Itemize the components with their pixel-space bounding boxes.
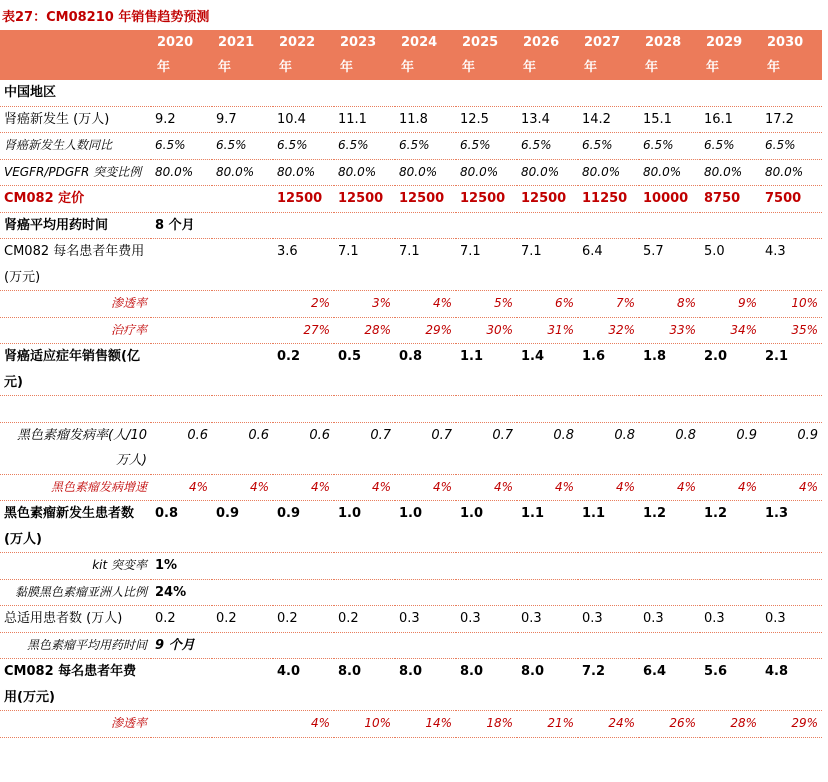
cell-2027: 1.1 [582,506,606,521]
cell-2030: 0.9 [797,427,818,443]
cell-2028: 4% [676,479,696,494]
cell-2027: 0.8 [614,427,635,443]
cell-2026: 1.1 [521,506,545,521]
cell-2027: 0.3 [582,611,603,626]
cell-2030: 6.5% [765,138,796,152]
cell-2022 [273,579,334,606]
cell-2022: 4.0 [277,664,301,679]
year-suffix: 年 [706,60,720,75]
cell-2027: 1.6 [582,349,606,364]
cell-2022 [273,80,334,106]
year-label: 2026 [523,35,560,50]
cell-2027: 6.4 [582,244,603,259]
cell-2021: 80.0% [216,164,255,179]
row-label: kit 突变率 [92,558,147,572]
cell-2028: 1.2 [643,506,667,521]
sales-forecast-table [0,30,822,738]
cell-2023: 28% [364,322,391,337]
cell-2028: 8% [676,296,696,310]
cell-2023: 12500 [338,191,384,206]
cell-2029: 5.6 [704,664,728,679]
cell-2025 [456,579,517,606]
cell-2025: 1.0 [460,506,484,521]
cell-2029: 6.5% [704,138,735,152]
row-label: CM082 每名患者年费用(万元) [4,244,145,285]
cell-2023 [334,632,395,659]
cell-2030: 4.8 [765,664,789,679]
cell-2026 [517,579,578,606]
cell-2020: 24% [155,584,187,600]
cell-2029: 8750 [704,191,741,206]
year-label: 2029 [706,35,743,50]
cell-2029: 0.3 [704,611,725,626]
cell-2028: 0.3 [643,611,664,626]
year-suffix: 年 [523,60,537,75]
row-label: 总适用患者数 (万人) [4,611,123,626]
cell-2028: 33% [669,322,696,337]
cell-2030: 4% [798,479,818,494]
cell-2029: 28% [730,716,757,730]
cell-2020: 4% [188,479,208,494]
row-label: 肾癌新发生人数同比 [4,138,113,152]
cell-2026 [517,632,578,659]
cell-2024: 0.8 [399,349,423,364]
cell-2026: 6% [554,296,574,310]
cell-2025: 7.1 [460,244,481,259]
cell-2021 [212,396,273,423]
cell-2022 [273,553,334,580]
cell-2026 [517,396,578,423]
cell-2025 [456,80,517,106]
cell-2028: 26% [669,716,696,730]
cell-2029 [700,632,761,659]
cell-2026: 7.1 [521,244,542,259]
cell-2022: 0.2 [277,349,301,364]
year-suffix: 年 [767,60,781,75]
cell-2030 [761,396,822,423]
header-year-2023 [334,30,395,80]
cell-2025: 12.5 [460,111,489,127]
cell-2027 [578,553,639,580]
cell-2029: 34% [730,322,757,337]
table-row [0,159,822,186]
cell-2027: 4% [615,479,635,494]
cell-2030 [761,579,822,606]
cell-2027: 7% [615,296,635,310]
cell-2022: 0.9 [277,506,301,521]
cell-2020: 80.0% [155,164,194,179]
cell-2025: 80.0% [460,164,499,179]
row-label: VEGFR/PDGFR 突变比例 [4,164,142,179]
cell-2030 [761,553,822,580]
year-label: 2024 [401,35,438,50]
cell-2025: 4% [493,479,513,494]
cell-2020: 8 个月 [155,217,195,233]
cell-2023: 0.5 [338,349,362,364]
year-label: 2027 [584,35,621,50]
cell-2021 [212,553,273,580]
row-label: 黑色素瘤发病增速 [50,479,147,494]
cell-2028: 10000 [643,191,689,206]
cell-2029: 2.0 [704,349,728,364]
cell-2021 [212,659,273,711]
table-row [0,422,822,474]
cell-2024 [395,212,456,239]
cell-2029: 1.2 [704,506,728,521]
cell-2024: 1.0 [399,506,423,521]
row-label: 黑色素瘤新发生患者数(万人) [4,506,135,547]
cell-2022: 80.0% [277,164,316,179]
cell-2030: 29% [791,716,818,730]
cell-2021 [212,632,273,659]
cell-2023: 1.0 [338,506,362,521]
table-row [0,186,822,213]
cell-2020 [151,317,212,344]
row-label: CM082 定价 [4,191,85,206]
cell-2022: 4% [310,479,330,494]
cell-2020: 9.2 [155,111,176,127]
cell-2022: 0.2 [277,611,298,626]
cell-2027 [578,212,639,239]
cell-2024: 80.0% [399,164,438,179]
table-row [0,239,822,291]
table-row [0,501,822,553]
cell-2022: 10.4 [277,111,306,127]
cell-2023: 0.2 [338,611,359,626]
cell-2029 [700,553,761,580]
cell-2020 [151,711,212,738]
cell-2020: 0.2 [155,611,176,626]
cell-2024: 12500 [399,191,445,206]
cell-2024 [395,632,456,659]
year-label: 2021 [218,35,255,50]
cell-2026: 13.4 [521,111,550,127]
cell-2026: 12500 [521,191,567,206]
cell-2021: 0.9 [216,506,240,521]
cell-2020 [151,80,212,106]
cell-2022: 0.6 [309,427,330,443]
year-suffix: 年 [584,60,598,75]
cell-2026: 21% [547,716,574,730]
cell-2022: 4% [310,716,330,730]
table-row [0,659,822,711]
cell-2030: 4.3 [765,244,786,259]
year-label: 2023 [340,35,377,50]
cell-2026: 1.4 [521,349,545,364]
table-row [0,80,822,106]
cell-2028: 15.1 [643,111,672,127]
cell-2028: 1.8 [643,349,667,364]
header-year-2027 [578,30,639,80]
year-suffix: 年 [645,60,659,75]
cell-2030: 0.3 [765,611,786,626]
cell-2023: 6.5% [338,138,369,152]
row-label: 肾癌平均用药时间 [4,217,109,233]
cell-2028: 6.5% [643,138,674,152]
year-suffix: 年 [157,60,171,75]
cell-2021: 4% [249,479,269,494]
cell-2024 [395,396,456,423]
cell-2029 [700,212,761,239]
table-row [0,344,822,396]
cell-2022: 12500 [277,191,323,206]
cell-2025 [456,632,517,659]
table-row [0,711,822,738]
header-year-2022 [273,30,334,80]
cell-2029: 16.1 [704,111,733,127]
cell-2020: 0.8 [155,506,179,521]
cell-2021 [212,239,273,291]
cell-2020 [151,239,212,291]
cell-2028: 0.8 [675,427,696,443]
table-row [0,474,822,501]
cell-2021 [212,80,273,106]
cell-2024: 6.5% [399,138,430,152]
table-row [0,291,822,318]
table-row [0,579,822,606]
cell-2023: 10% [364,716,391,730]
cell-2030: 10% [791,296,818,310]
cell-2024 [395,579,456,606]
cell-2022: 27% [303,322,330,337]
cell-2028: 5.7 [643,244,664,259]
cell-2028 [639,632,700,659]
table-title: 表27：CM08210 年销售趋势预测 [2,10,210,25]
year-label: 2030 [767,35,804,50]
cell-2027 [578,80,639,106]
cell-2024 [395,80,456,106]
table-row [0,606,822,633]
cell-2021: 6.5% [216,138,247,152]
cell-2026: 4% [554,479,574,494]
cell-2025: 8.0 [460,664,484,679]
cell-2029: 9% [737,296,757,310]
cell-2025: 0.3 [460,611,481,626]
cell-2021 [212,317,273,344]
cell-2028: 80.0% [643,164,682,179]
cell-2020 [151,344,212,396]
cell-2023: 0.7 [370,427,391,443]
cell-2021 [212,579,273,606]
cell-2024: 0.7 [431,427,452,443]
cell-2025: 30% [486,322,513,337]
row-label: CM082 每名患者年费用(万元) [4,664,137,705]
cell-2025: 18% [486,716,513,730]
cell-2025: 5% [493,296,513,310]
row-label: 黑色素瘤平均用药时间 [26,637,147,652]
header-year-2020 [151,30,212,80]
cell-2028 [639,553,700,580]
header-year-2024 [395,30,456,80]
cell-2029: 80.0% [704,164,743,179]
row-label: 肾癌新发生 (万人) [4,111,110,127]
cell-2028 [639,396,700,423]
year-suffix: 年 [401,60,415,75]
cell-2029: 4% [737,479,757,494]
cell-2023 [334,212,395,239]
cell-2026: 0.8 [553,427,574,443]
cell-2025: 0.7 [492,427,513,443]
cell-2027 [578,579,639,606]
row-label: 中国地区 [4,85,57,100]
cell-2026: 0.3 [521,611,542,626]
table-row [0,553,822,580]
cell-2030: 35% [791,322,818,337]
row-label: 治疗率 [110,322,147,337]
cell-2026 [517,212,578,239]
cell-2026: 6.5% [521,138,552,152]
header-year-2030 [761,30,822,80]
cell-2021 [212,711,273,738]
cell-2028: 6.4 [643,664,667,679]
header-row [0,30,822,80]
cell-2030: 17.2 [765,111,794,127]
cell-2020: 6.5% [155,138,186,152]
cell-2020: 1% [155,558,178,573]
cell-2030 [761,632,822,659]
cell-2022 [273,212,334,239]
row-label: 渗透率 [110,716,147,730]
header-year-2021 [212,30,273,80]
cell-2026 [517,80,578,106]
cell-2030 [761,212,822,239]
cell-2023: 7.1 [338,244,359,259]
cell-2022 [273,632,334,659]
cell-2021 [212,186,273,213]
table-row [0,106,822,133]
year-label: 2025 [462,35,499,50]
cell-2030: 80.0% [765,164,804,179]
cell-2027: 32% [608,322,635,337]
cell-2021: 0.2 [216,611,237,626]
year-suffix: 年 [218,60,232,75]
header-corner [0,30,151,80]
table-row [0,212,822,239]
cell-2026 [517,553,578,580]
cell-2020 [151,291,212,318]
cell-2027 [578,396,639,423]
cell-2029: 0.9 [736,427,757,443]
header-year-2028 [639,30,700,80]
cell-2024: 7.1 [399,244,420,259]
cell-2023: 3% [371,296,391,310]
cell-2030: 7500 [765,191,802,206]
cell-2025: 6.5% [460,138,491,152]
cell-2025: 1.1 [460,349,484,364]
cell-2022: 2% [310,296,330,310]
header-year-2026 [517,30,578,80]
row-label: 黑色素瘤发病率(人/10 万人) [17,427,147,468]
cell-2022 [273,396,334,423]
cell-2022: 6.5% [277,138,308,152]
cell-2023: 8.0 [338,664,362,679]
table-row [0,133,822,160]
cell-2024: 8.0 [399,664,423,679]
cell-2023: 11.1 [338,111,367,127]
table-row [0,317,822,344]
row-label: 黏膜黑色素瘤亚洲人比例 [14,584,147,599]
cell-2024: 4% [432,296,452,310]
cell-2025 [456,553,517,580]
cell-2025: 12500 [460,191,506,206]
cell-2027: 14.2 [582,111,611,127]
cell-2026: 8.0 [521,664,545,679]
cell-2027: 7.2 [582,664,606,679]
cell-2022: 3.6 [277,244,298,259]
header-year-2025 [456,30,517,80]
cell-2028 [639,80,700,106]
cell-2023 [334,579,395,606]
cell-2028 [639,212,700,239]
year-suffix: 年 [279,60,293,75]
cell-2020: 0.6 [187,427,208,443]
cell-2021: 0.6 [248,427,269,443]
cell-2021: 9.7 [216,111,237,127]
cell-2025 [456,212,517,239]
row-label: 肾癌适应症年销售额(亿元) [4,349,140,390]
cell-2027: 80.0% [582,164,621,179]
header-year-2029 [700,30,761,80]
cell-2021 [212,291,273,318]
cell-2024: 4% [432,479,452,494]
cell-2020 [151,659,212,711]
cell-2026: 80.0% [521,164,560,179]
cell-2024: 0.3 [399,611,420,626]
cell-2020 [151,396,212,423]
cell-2027: 6.5% [582,138,613,152]
year-label: 2020 [157,35,194,50]
cell-2024 [395,553,456,580]
cell-2030 [761,80,822,106]
cell-2029 [700,579,761,606]
cell-2023: 80.0% [338,164,377,179]
row-label [0,396,151,423]
cell-2024: 14% [425,716,452,730]
cell-2028 [639,579,700,606]
cell-2024: 11.8 [399,111,428,127]
year-label: 2028 [645,35,682,50]
cell-2026: 31% [547,322,574,337]
row-label: 渗透率 [110,296,147,310]
table-row [0,396,822,423]
cell-2030: 2.1 [765,349,789,364]
cell-2030: 1.3 [765,506,789,521]
cell-2027: 11250 [582,191,628,206]
cell-2021 [212,344,273,396]
year-suffix: 年 [340,60,354,75]
cell-2024: 29% [425,322,452,337]
cell-2023: 4% [371,479,391,494]
cell-2023 [334,396,395,423]
cell-2025 [456,396,517,423]
cell-2029: 5.0 [704,244,725,259]
cell-2021 [212,212,273,239]
cell-2029 [700,396,761,423]
cell-2020: 9 个月 [155,637,195,653]
cell-2027 [578,632,639,659]
year-label: 2022 [279,35,316,50]
cell-2020 [151,186,212,213]
cell-2029 [700,80,761,106]
cell-2027: 24% [608,716,635,730]
year-suffix: 年 [462,60,476,75]
table-row [0,632,822,659]
cell-2023 [334,80,395,106]
cell-2023 [334,553,395,580]
